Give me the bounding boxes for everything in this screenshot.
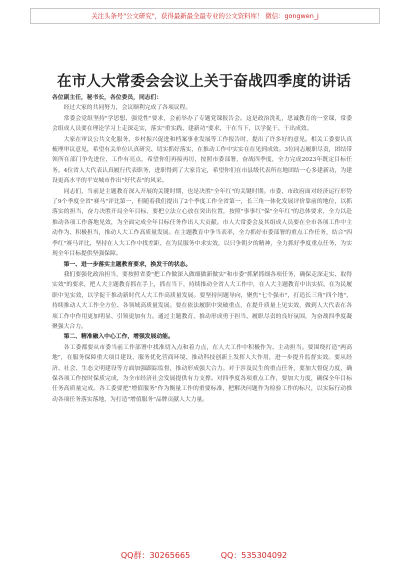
body-paragraph: 各工委都要从市委当前工作部署中找准切入点和着力点，在人大工作中积极作为、主动担当。要围绕打造"两高地"，在服务保障重大项目建设、服务优化营商环境、推动科技创新上发挥人大作用，进一步提升监督实效。要从经济、社会、生态文明建设等方面加强跟踪监督，推动形成强大合力。对于涉及民生的重点任务，要加大督促力度，确保各项工作按时保质完成，为全市经济社会发展提供有力支撑。对四季度各项重点工作，要加大力度，确保全年目标任务高质量完成。各工委要把"增值服务"作为衡量工作的重要标准，把解决问题作为检验工作的标尺，以实际行动推动各项任务落实落地，为打造"增值服务"品牌贡献人大力量。 [52, 344, 352, 403]
salutation: 各位副主任，秘书长，各位委员，同志们： [52, 95, 163, 101]
body-paragraph: 大家在审议公共文化服务、乡村振兴促进和档案事业发展等工作报告时，提出了许多好的意见。相关工委要认真梳理审议意见，希望有关单位认真研究、切实抓好落实，在推动工作中实实在在见到成效。3位同志履职尽责，团结带领所在部门争先进位，工作有亮点，希望你们再接再厉，按照市委部署，奋战四季度，全力完成2023年既定目标任务。4位省人大代表认真履行代表职务，进职得到了大家肯定，希望你们在市县级代表所在地团结一心多建新功，为建设更高水平的平安城市作出"好代表"的风采。 [52, 136, 352, 185]
body-paragraph: 经过大家的共同努力，会议顺利完成了各项议程。 [63, 105, 192, 112]
body-paragraph: 我们要强化政治担当，要按照省委"把工作做深入做细做新做实"和市委"抓紧抓细各项任务，确保走深走实、取得实效"的要求，把人大主题教育抓在手上，抓在当下，持续推动全省人大工作中，在人大主题教育中出实招、在为民履职中见实效，以学促干推动新时代人大工作高质量发展。要坚持问题导向，聚焦"七个强市"，打造长三角"四个地"，持续推动人大工作全方位、各领域高质量发展。要在依法履职中突破重点，在提升质量上见实效，做到人大代表在各项工作中作用更加明显、引领更加有力。通过主题教育，推动形成勇于担当、履职尽责的良好氛围，为奋战四季度凝聚强大合力。 [52, 271, 352, 330]
footer-qq: QQ：535304092 [220, 551, 288, 560]
document-body [52, 93, 352, 405]
section-heading: 第二、精准融入中心工作，增强发展动能。 [63, 334, 174, 341]
footer-qq-group: QQ群：30265665 [120, 551, 191, 560]
section-heading: 第一、进一步落实主题教育要求，换发干的状态。 [63, 261, 192, 268]
body-paragraph: 同志们，当前是主题教育深入开展的关键时期，也是决胜"全年红"的关键时期。市委、市政府面对经济运行形势了9个季度全省"赛马"评比第一，但随着我们提出了2个季度工作全省第一，长三角一体化发展评价靠前的地位，以抓落实的担当，奋力决胜开局全年目标，要把立法立心放在突出位置，按照"事事红"保"全年红"的总体要求，全力以赴推动各项工作落地见效，为全面完成全年目标任务作出人大贡献。市人大常委会及其组成人员要在全市各项工作中主动作为、积极担当，推动人大工作高质量发展。在主题教育中争当表率，全力抓好市委部署的重点工作任务，结合"四季红"赛马评比，坚持在人大工作中找差距、在为民服务中求实效，以只争朝夕的精神，全力抓好季度重点任务，为实现全年目标提供坚强保障。 [52, 188, 352, 258]
paragraph-list [52, 103, 352, 405]
body-paragraph: 常委会党组坚持"学思想、强党性"要求，会前举办了专题党课报告会。这是政治洗礼，思诚教育的一堂课，常委会组成人员要在理论学习上走深走实，落实"重实践、建新功"要求，干在当下，以学促干、干出成效。 [52, 115, 352, 133]
promo-banner: 关注头条号"公文研究"，获得最新最全最专业的公文资料库！ 微信：gongwen_j [30, 8, 380, 24]
page-title: 在市人大常委会会议上关于奋战四季度的讲话 [57, 74, 351, 90]
footer-contact [0, 550, 408, 561]
